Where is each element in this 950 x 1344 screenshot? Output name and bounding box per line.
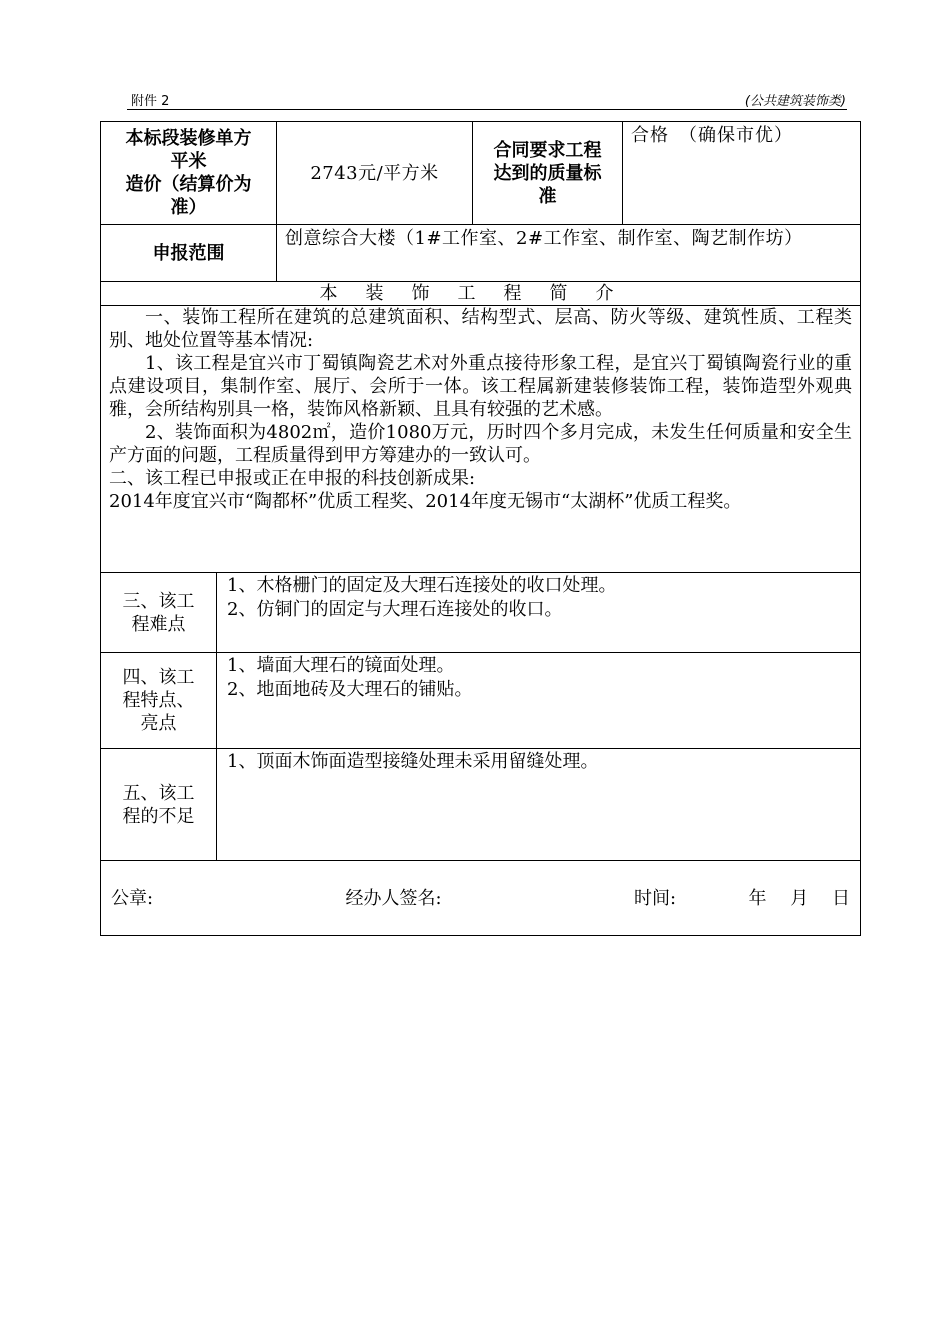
intro-paragraph-3: 2、装饰面积为4802㎡，造价1080万元，历时四个多月完成，未发生任何质量和安全生产方面的问题，工程质量得到甲方筹建办的一致认可。 <box>109 422 852 466</box>
unit-price-value: 2743元/平方米 <box>277 122 473 225</box>
signature-row <box>101 861 861 936</box>
shortcomings-list <box>217 749 861 861</box>
list-item: 1、墙面大理石的镜面处理。 <box>227 655 455 676</box>
signer-label: 经办人签名: <box>345 887 442 909</box>
list-item: 2、仿铜门的固定与大理石连接处的收口。 <box>227 599 563 620</box>
list-item: 2、地面地砖及大理石的铺贴。 <box>227 679 473 700</box>
project-form-table <box>100 121 861 936</box>
list-item: 1、木格栅门的固定及大理石连接处的收口处理。 <box>227 575 617 596</box>
difficulties-list <box>217 573 861 653</box>
quality-standard-label: 合同要求工程 达到的质量标 准 <box>473 122 623 225</box>
unit-price-label: 本标段装修单方 平米 造价（结算价为 准） <box>101 122 277 225</box>
features-label: 四、该工 程特点、 亮点 <box>101 653 217 749</box>
scope-label: 申报范围 <box>101 225 277 282</box>
intro-paragraph-4: 二、该工程已申报或正在申报的科技创新成果: <box>109 468 476 489</box>
scope-value: 创意综合大楼（1#工作室、2#工作室、制作室、陶艺制作坊） <box>277 225 861 282</box>
quality-standard-value: 合格 （确保市优） <box>623 122 861 225</box>
header-rule <box>127 109 847 110</box>
attachment-number: 附件 2 <box>131 94 170 109</box>
seal-label: 公章: <box>111 887 154 909</box>
list-item: 1、顶面木饰面造型接缝处理未采用留缝处理。 <box>227 751 599 772</box>
difficulties-label: 三、该工 程难点 <box>101 573 217 653</box>
shortcomings-label: 五、该工 程的不足 <box>101 749 217 861</box>
features-list <box>217 653 861 749</box>
project-introduction <box>101 306 861 573</box>
section-title: 本装饰工程简介 <box>101 282 861 306</box>
time-label: 时间: <box>634 887 677 909</box>
intro-paragraph-2: 1、该工程是宜兴市丁蜀镇陶瓷艺术对外重点接待形象工程，是宜兴丁蜀镇陶瓷行业的重点建设项目，集制作室、展厅、会所于一体。该工程属新建装修装饰工程，装饰造型外观典雅，会所结构别具一格，装饰风格新颖、且具有较强的艺术感。 <box>109 353 852 420</box>
category-label: (公共建筑装饰类) <box>744 94 846 109</box>
intro-paragraph-1: 一、装饰工程所在建筑的总建筑面积、结构型式、层高、防火等级、建筑性质、工程类别、地处位置等基本情况: <box>109 307 852 351</box>
intro-paragraph-5: 2014年度宜兴市“陶都杯”优质工程奖、2014年度无锡市“太湖杯”优质工程奖。 <box>109 491 742 512</box>
date-placeholder: 年 月 日 <box>748 887 850 909</box>
